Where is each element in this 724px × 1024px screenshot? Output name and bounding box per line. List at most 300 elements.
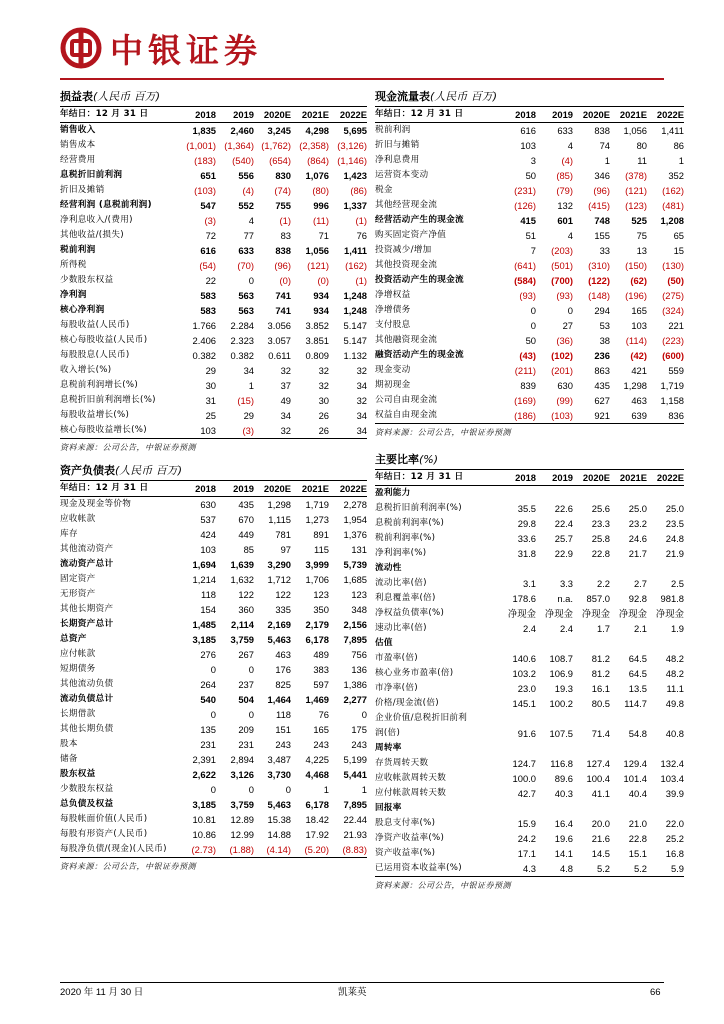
table-row [375,741,684,756]
cell-value: 72 [205,230,216,241]
row-label: 净增权益 [375,290,411,300]
cell-value: 559 [668,365,684,376]
cell-value [647,741,684,756]
cell-value: 0 [210,664,216,675]
cell-value: 2.284 [230,320,254,331]
key-ratios-section [375,452,684,892]
cell-value: 33 [599,245,610,256]
cell-value: (2,358) [299,140,329,151]
row-label: 融资活动产生的现金流 [375,350,464,360]
cell-value: 154 [200,604,216,615]
table-header-row [60,481,367,497]
cell-value: 1,056 [623,125,647,136]
cell-value: 5.9 [647,861,684,877]
row-label: 股本 [60,739,78,749]
cell-value: 25.8 [591,533,610,544]
table-row [375,681,684,696]
table-row [375,363,684,378]
cell-value: (3,126) [337,140,367,151]
table-row [375,531,684,546]
header-year: 2020E [573,470,610,486]
cell-value: 2.4 [522,623,536,634]
cell-value: 175 [351,724,367,735]
cell-value: (1) [355,275,367,286]
row-label: 折旧与摊销 [375,140,420,150]
cell-value: 118 [276,709,291,720]
cell-value: 839 [520,380,536,391]
cell-value: 129.4 [623,758,647,769]
cell-value [536,801,573,816]
cell-value: 80 [636,140,647,151]
cell-value: 49.8 [665,698,684,709]
cell-value: 48.2 [665,668,684,679]
cell-value: 2,169 [267,619,291,630]
cell-value: (1,762) [261,140,291,151]
row-label: 投资活动产生的现金流 [375,275,464,285]
table-row [60,288,367,303]
row-label: 净利息收入/(费用) [60,215,133,225]
cell-value: 25.0 [628,503,647,514]
cell-value: 81.2 [591,653,610,664]
table-row [375,591,684,606]
cell-value: 3.1 [522,578,536,589]
table-row [375,816,684,831]
cell-value: (0) [279,275,291,286]
row-label: 总资产 [60,634,87,644]
cell-value [536,561,573,576]
cell-value: 32 [356,395,367,406]
cell-value: 0 [567,305,573,316]
cell-value: 12.99 [230,829,254,840]
cell-value: 15.1 [628,848,647,859]
cell-value: 1,719 [660,380,684,391]
cell-value: (310) [588,260,610,271]
row-label: 市净率(倍) [375,683,418,693]
row-label: 股息支付率(%) [375,818,436,828]
row-label: 市盈率(倍) [375,653,418,663]
cell-value: 3,185 [192,634,216,645]
cell-value: 1,469 [305,694,329,705]
cell-value: 1,248 [343,305,367,316]
cell-value: 1.7 [596,623,610,634]
row-label: 无形资产 [60,589,96,599]
cell-value: (600) [662,350,684,361]
cell-value: 267 [238,649,254,660]
cell-value [536,486,573,502]
cell-value: 5.2 [610,861,647,877]
cell-value: 1,214 [192,574,216,585]
balance-source-note: 资料来源：公司公告，中银证券预测 [60,862,196,871]
table-row [60,707,367,722]
cell-value: (114) [625,335,647,346]
cell-value: 3,759 [230,634,254,645]
row-label: 现金变动 [375,365,411,375]
table-row [375,123,684,139]
table-row [60,632,367,647]
cell-value: 30 [205,380,216,391]
cell-value: 50 [525,335,536,346]
table-row [375,636,684,651]
cell-value: 3.057 [267,335,291,346]
cell-value: 2,114 [231,619,254,630]
cell-value: 630 [557,380,573,391]
cell-value: 21.6 [591,833,610,844]
cell-value: 5.147 [343,335,367,346]
cell-value: 0 [285,784,291,795]
cell-value: 21.9 [665,548,684,559]
cell-value: 4.8 [536,861,573,877]
cell-value [647,636,684,651]
cell-value: (43) [519,350,536,361]
table-row [60,348,367,363]
header-year: 2022E [647,107,684,123]
cell-value: 0 [210,709,216,720]
cell-value: (74) [274,185,291,196]
cell-value: (2.73) [178,842,216,858]
cell-value: 221 [668,320,684,331]
cell-value: 4 [567,230,573,241]
table-row [60,497,367,513]
header-year: 2021E [610,107,647,123]
row-label: 价格/现金流(倍) [375,698,439,708]
row-label: 周转率 [375,743,402,753]
cell-value: 209 [238,724,254,735]
cell-value: 176 [275,664,291,675]
cell-value: 1.132 [343,350,367,361]
cell-value: 41.1 [591,788,610,799]
table-row [60,198,367,213]
table-row [60,243,367,258]
cell-value [499,801,536,816]
cell-value: 1 [248,380,254,391]
cell-value: 2.7 [633,578,647,589]
cell-value: 1,712 [267,574,291,585]
cell-value: 2.323 [230,335,254,346]
cell-value: 106.9 [549,668,573,679]
cell-value: n.a. [557,593,573,604]
cell-value: 42.7 [517,788,536,799]
cell-value: 0 [248,784,254,795]
cell-value: 0.382 [230,350,254,361]
cell-value [499,636,536,651]
table-row [60,168,367,183]
table-row [375,696,684,711]
cell-value: 140.6 [512,653,536,664]
ratios-source-note: 资料来源：公司公告，中银证券预测 [375,881,511,890]
cell-value: 50 [525,170,536,181]
cell-value: 3 [530,155,536,166]
cell-value: 4,298 [305,125,329,136]
cell-value: (501) [551,260,573,271]
cell-value: 101.4 [623,773,647,784]
cell-value: 891 [313,529,329,540]
cell-value: 2,156 [343,619,367,630]
table-row [375,786,684,801]
cell-value: 22.44 [343,814,367,825]
cell-value: 1,639 [230,559,254,570]
cell-value [499,486,536,502]
cell-value: (3) [216,423,254,439]
cell-value: 103.4 [660,773,684,784]
header-year: 2022E [647,470,684,486]
cell-value: 583 [200,305,216,316]
cell-value: 22.4 [554,518,573,529]
cell-value: 49 [280,395,291,406]
cell-value: (62) [630,275,647,286]
income-statement-table [60,107,367,439]
cell-value: 34 [280,410,291,421]
cell-value [610,741,647,756]
table-row [375,348,684,363]
table-row [60,123,367,139]
cell-value: 0.809 [305,350,329,361]
cell-value: 25.0 [665,503,684,514]
cell-value: 净现金 [581,608,610,619]
cell-value: 114.7 [624,698,647,709]
row-label: 固定资产 [60,574,96,584]
row-label: 息税前利润增长(%) [60,380,139,390]
balance-sheet-section [60,463,367,873]
row-label: 应收帐款周转天数 [375,773,447,783]
table-row [375,651,684,666]
table-row [375,501,684,516]
cell-value [573,561,610,576]
cell-value: 24.6 [628,533,647,544]
table-row [60,378,367,393]
cell-value: (186) [499,408,536,424]
table-row [375,711,684,726]
cell-value: 3,730 [267,769,291,780]
income-statement-section [60,89,367,454]
cell-value: 264 [200,679,216,690]
header-label: 年结日：12 月 31 日 [60,481,178,497]
row-label: 运营资本变动 [375,170,429,180]
row-label: 其他融资现金流 [375,335,438,345]
table-header-row [375,107,684,123]
row-label: 净利润率(%) [375,548,427,558]
table-row [375,666,684,681]
cell-value: 33.6 [517,533,536,544]
cell-value: 934 [313,290,329,301]
row-label: 净利润 [60,290,87,300]
cell-value: 3,759 [230,799,254,810]
cell-value [499,711,536,726]
cell-value: (148) [588,290,610,301]
table-row [60,258,367,273]
table-row [60,767,367,782]
row-label: 息税前利润率(%) [375,518,445,528]
row-label: 每股帐面价值(人民币) [60,814,148,824]
cell-value: 525 [631,215,647,226]
row-label: 速动比率(倍) [375,623,427,633]
row-label: 每股收益(人民币) [60,320,130,330]
table-row [375,756,684,771]
cell-value: 35.5 [517,503,536,514]
header-year: 2018 [499,470,536,486]
cell-value: 64.5 [628,653,647,664]
cell-value: (50) [667,275,684,286]
cell-value: 26 [291,423,329,439]
row-label: 储备 [60,754,78,764]
table-row [375,303,684,318]
table-row [60,542,367,557]
row-label: 税前利润率(%) [375,533,436,543]
cell-value: 537 [200,514,216,525]
table-row [60,318,367,333]
cell-value: 32 [318,365,329,376]
cell-value: (196) [625,290,647,301]
cell-value: 1,248 [343,290,367,301]
cell-value: 21.7 [628,548,647,559]
cell-value: (324) [662,305,684,316]
cell-value: 85 [243,544,254,555]
header-year: 2018 [499,107,536,123]
row-label: 核心每股收益(人民币) [60,335,148,345]
cell-value: (1,001) [186,140,216,151]
cell-value: 231 [200,739,216,750]
cell-value: 10.86 [192,829,216,840]
row-label: 其他长期资产 [60,604,114,614]
cell-value: (96) [274,260,291,271]
cell-value: 19.3 [554,683,573,694]
cell-value: 6,178 [305,799,329,810]
cell-value: 1,158 [660,395,684,406]
row-label: 期初现金 [375,380,411,390]
cell-value: 71.4 [591,728,610,739]
cell-value: 1,115 [268,514,291,525]
header-year: 2021E [291,107,329,123]
header-year: 2019 [536,470,573,486]
cell-value: 123 [313,589,329,600]
row-label: 每股收益增长(%) [60,410,130,420]
cell-value: (99) [556,395,573,406]
table-row [375,606,684,621]
cell-value: 23.5 [665,518,684,529]
cell-value: 38 [599,335,610,346]
table-row [375,576,684,591]
row-label: 净资产收益率(%) [375,833,445,843]
cell-value: 616 [200,245,216,256]
table-row [375,621,684,636]
table-row [375,831,684,846]
cell-value: (1.88) [216,842,254,858]
header-year: 2019 [216,107,254,123]
cell-value: (415) [588,200,610,211]
table-row [60,692,367,707]
cell-value: 243 [351,739,367,750]
cell-value [499,561,536,576]
cell-value: 463 [275,649,291,660]
cell-value: 0 [361,709,367,720]
cell-value: (700) [551,275,573,286]
cell-value: 838 [275,245,291,256]
table-row [60,677,367,692]
cell-value: 74 [599,140,610,151]
cell-value [573,711,610,726]
cell-value: 0 [530,320,536,331]
cell-value: 89.6 [554,773,573,784]
row-label: 应收帐款 [60,514,96,524]
cell-value: 601 [557,215,573,226]
row-label: 其他流动负债 [60,679,114,689]
balance-sheet-table [60,481,367,858]
cell-value: 741 [275,290,291,301]
cell-value: 243 [275,739,291,750]
cell-value: 5.147 [343,320,367,331]
row-label: 股东权益 [60,769,96,779]
cell-value: 26 [318,410,329,421]
cell-value: 1,056 [305,245,329,256]
cell-value: 13 [636,245,647,256]
cell-value: 1,485 [192,619,216,630]
bank-of-china-logo-icon [60,27,102,69]
row-label: 每股有形资产(人民币) [60,829,148,839]
table-row [375,546,684,561]
cell-value [573,801,610,816]
cell-value: 19.6 [554,833,573,844]
cell-value: 741 [275,305,291,316]
table-row [375,726,684,741]
cell-value: 583 [200,290,216,301]
cell-value: 32 [356,365,367,376]
table-row [375,138,684,153]
table-row [60,527,367,542]
income-source-note: 资料来源：公司公告，中银证券预测 [60,443,196,452]
cell-value: 1,706 [305,574,329,585]
cell-value: 0.611 [268,350,291,361]
cell-value [499,741,536,756]
header-year: 2020E [573,107,610,123]
table-row [375,198,684,213]
footer-rule [60,982,664,983]
header-year: 2019 [216,481,254,497]
row-label: 回报率 [375,803,402,813]
cell-value: (150) [625,260,647,271]
table-row [60,722,367,737]
cell-value: 3.852 [305,320,329,331]
cell-value: 4 [567,140,573,151]
cashflow-statement-table [375,107,684,424]
cell-value: 1,423 [343,170,367,181]
cell-value: 22.6 [554,503,573,514]
cell-value: 16.1 [591,683,610,694]
row-label: 每股净负债/(现金)(人民币) [60,842,178,858]
cell-value: 2,894 [230,754,254,765]
cell-value: (481) [662,200,684,211]
cell-value: (540) [232,155,254,166]
cell-value: 934 [313,305,329,316]
table-row [60,797,367,812]
key-ratios-title: 主要比率(%) [375,452,684,470]
cell-value: 97 [280,544,291,555]
cell-value: 124.7 [512,758,536,769]
row-label: 税金 [375,185,393,195]
cell-value: 1,298 [267,499,291,510]
cell-value [573,741,610,756]
cell-value: (1) [355,215,367,226]
cell-value: 30 [318,395,329,406]
cell-value: 16.8 [665,848,684,859]
table-row [60,572,367,587]
cell-value: (378) [625,170,647,181]
row-label: 流动负债总计 [60,694,114,704]
cell-value: 92.8 [628,593,647,604]
cell-value: 3.056 [267,320,291,331]
row-label: 总负债及权益 [60,799,114,809]
cell-value: 14.88 [267,829,291,840]
cell-value: (8.83) [329,842,367,858]
header-year: 2021E [610,470,647,486]
